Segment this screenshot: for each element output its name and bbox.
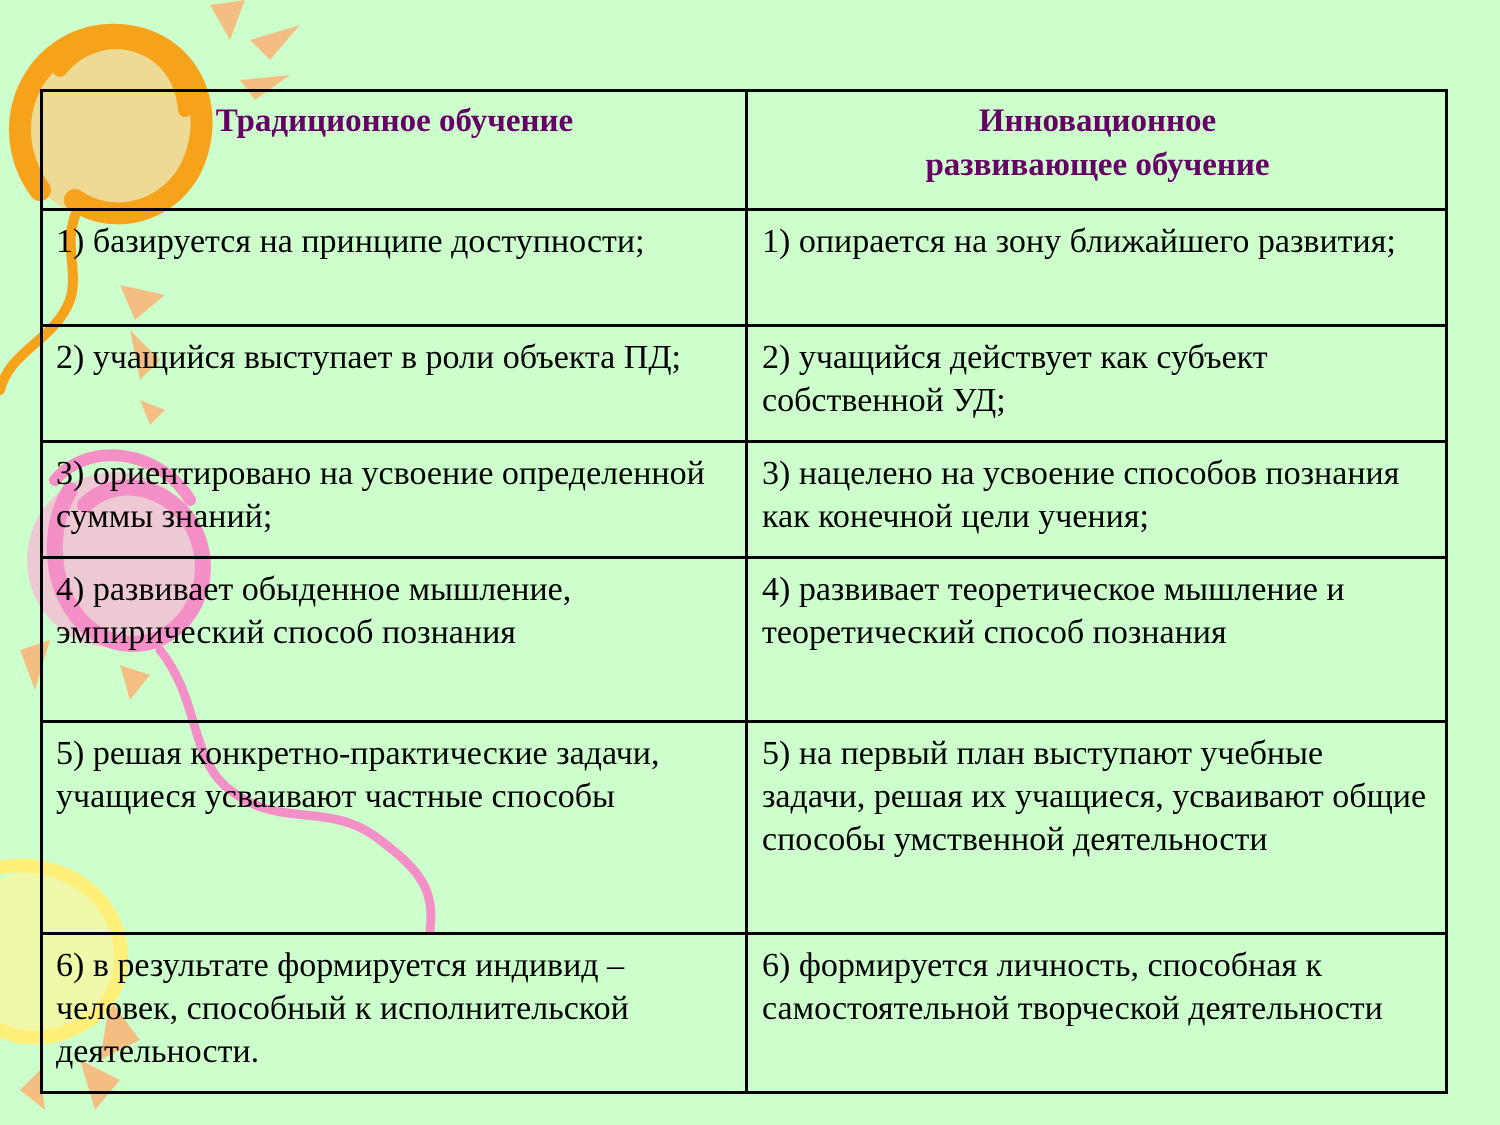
- cell-innovative: 5) на первый план выступают учебные задачи, решая их учащиеся, усваивают общие способы умственной деятельности: [745, 723, 1445, 932]
- comparison-table: [40, 89, 1448, 1094]
- cell-innovative: 3) нацелено на усвоение способов познания как конечной цели учения;: [745, 443, 1445, 556]
- header-innovative-line2: развивающее обучение: [925, 147, 1270, 183]
- cell-innovative: 4) развивает теоретическое мышление и теоретический способ познания: [745, 559, 1445, 720]
- table-row: [43, 324, 1445, 440]
- table-row: [43, 720, 1445, 932]
- table-row: [43, 556, 1445, 720]
- cell-traditional: 1) базируется на принципе доступности;: [56, 223, 645, 260]
- cell-traditional: 3) ориентировано на усвоение определенной суммы знаний;: [56, 455, 705, 535]
- cell-traditional: 6) в результате формируется индивид – человек, способный к исполнительской деятельности.: [56, 947, 629, 1070]
- cell-innovative: 6) формируется личность, способная к самостоятельной творческой деятельности: [745, 935, 1445, 1091]
- header-innovative-line1: Инновационное: [978, 103, 1217, 139]
- cell-innovative: 1) опирается на зону ближайшего развития;: [745, 211, 1445, 324]
- header-traditional: [43, 92, 745, 208]
- cell-innovative: 2) учащийся действует как субъект собственной УД;: [745, 327, 1445, 440]
- table-row: [43, 932, 1445, 1091]
- cell-traditional: 5) решая конкретно-практические задачи, учащиеся усваивают частные способы: [56, 735, 660, 815]
- cell-traditional: 4) развивает обыденное мышление, эмпирический способ познания: [56, 571, 572, 651]
- table-row: [43, 440, 1445, 556]
- header-traditional-label: Традиционное обучение: [215, 103, 574, 139]
- cell-traditional: 2) учащийся выступает в роли объекта ПД;: [56, 339, 681, 376]
- header-innovative: [745, 92, 1445, 208]
- table-row: [43, 208, 1445, 324]
- table-header-row: [43, 92, 1445, 208]
